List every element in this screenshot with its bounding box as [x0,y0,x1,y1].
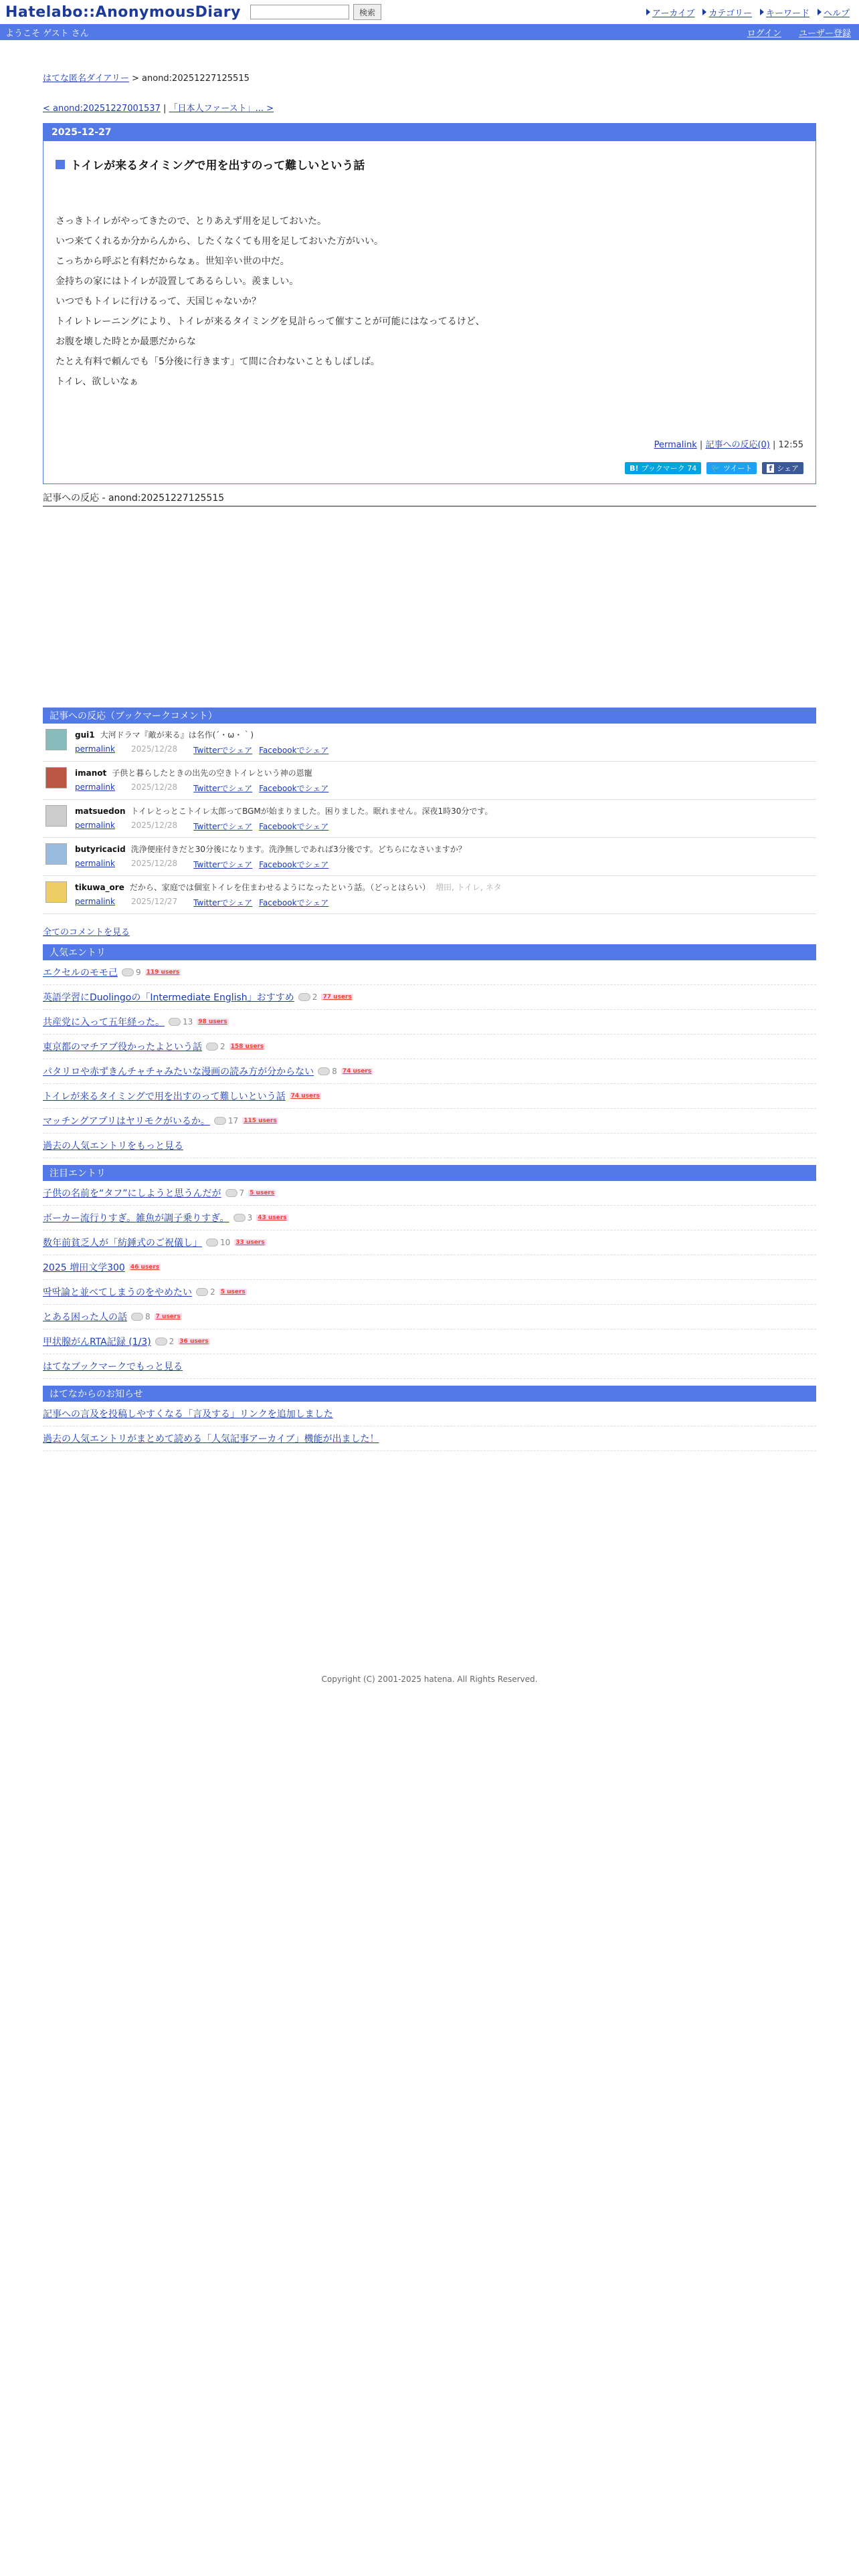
comment-actions [75,782,328,794]
bookmark-users-badge[interactable]: 98 users [198,1018,227,1025]
comment-permalink[interactable]: permalink [75,859,115,868]
comment-text-line [75,767,328,778]
comment-date: 2025/12/28 [131,782,178,792]
entry-title-link[interactable]: トイレが来るタイミングで用を出すのって難しいという話 [43,1091,286,1102]
comment-twitter-share[interactable]: Twitterでシェア [193,898,253,907]
facebook-icon: f [767,464,774,473]
login-link[interactable]: ログイン [747,28,781,39]
bookmark-users-badge[interactable]: 46 users [130,1264,160,1271]
comment-permalink[interactable]: permalink [75,744,115,754]
speech-bubble-icon [169,1018,181,1026]
comment-user[interactable]: butyricacid [75,845,126,854]
comment-twitter-share[interactable]: Twitterでシェア [193,822,253,831]
comment-row [43,724,816,762]
twitter-bird-icon: 🐦 [711,463,721,473]
breadcrumb-home[interactable]: はてな匿名ダイアリー [43,74,129,84]
nav-archive[interactable]: アーカイブ [646,6,695,19]
entry-title-link[interactable]: 東京都のマチアプ役かったよという話 [43,1042,202,1053]
footer-copyright: Copyright (C) 2001-2025 hatena. All Rights Reserved. [321,1675,538,1684]
all-comments-link-wrap [43,925,816,938]
hot-more-wrap [43,1354,816,1379]
article-line: さっきトイレがやってきたので、とりあえず用を足しておいた。 [56,216,327,227]
speech-bubble-icon [225,1189,237,1197]
comment-actions [75,859,472,870]
triangle-right-icon [760,9,764,15]
bookmark-users-badge[interactable]: 74 users [290,1093,320,1099]
speech-bubble-icon [155,1337,167,1346]
comment-user[interactable]: matsuedon [75,807,126,816]
comment-date: 2025/12/28 [131,744,178,754]
entry-title-link[interactable]: 英語学習にDuolingoの「Intermediate English」おすすめ [43,992,294,1003]
notice-item [43,1426,816,1451]
article-title-text: トイレが来るタイミングで用を出すのって難しいという話 [70,159,365,173]
entry-row [43,1329,816,1354]
hot-entry-list [43,1181,816,1354]
article [43,123,816,484]
comment-user[interactable]: tikuwa_ore [75,883,124,892]
comment-row [43,838,816,876]
comment-count: 2 [298,992,318,1002]
comment-text: だから、家庭では個室トイレを住まわせるようになったという話。（どっとはらい） [129,883,431,892]
speech-bubble-icon [196,1288,208,1296]
comment-row [43,876,816,914]
reaction-link[interactable]: 記事への反応(0) [705,440,770,450]
entry-title-link[interactable]: 子供の名前を“タフ”にしようと思うんだが [43,1188,221,1199]
comment-count: 7 [225,1188,245,1198]
bookmark-users-badge[interactable]: 7 users [155,1313,181,1320]
search-button[interactable]: 検索 [353,4,381,20]
article-line: 金持ちの家にはトイレが設置してあるらしい。羨ましい。 [56,276,299,287]
share-buttons [43,462,803,474]
entry-row [43,1230,816,1255]
entry-title-link[interactable]: パタリロや赤ずきんチャチャみたいな漫画の読み方が分からない [43,1067,314,1077]
comment-facebook-share[interactable]: Facebookでシェア [259,746,329,755]
entry-row [43,960,816,985]
comment-text-line [75,843,472,855]
avatar[interactable] [45,805,67,827]
entry-row [43,1010,816,1035]
notice-link[interactable]: 記事への言及を投稿しやすくなる「言及する」リンクを追加しました [43,1409,333,1420]
comment-facebook-share[interactable]: Facebookでシェア [259,822,329,831]
comment-facebook-share[interactable]: Facebookでシェア [259,898,329,907]
popular-section-title: 人気エントリ [43,944,816,960]
speech-bubble-icon [206,1239,218,1247]
site-logo[interactable]: Hatelabo::AnonymousDiary [5,3,241,21]
speech-bubble-icon [122,968,134,976]
register-link[interactable]: ユーザー登録 [798,28,851,39]
comment-actions [75,821,498,832]
triangle-right-icon [818,9,822,15]
comment-row [43,800,816,838]
comment-permalink[interactable]: permalink [75,897,115,906]
bookmark-users-badge[interactable]: 5 users [220,1289,246,1295]
comment-count: 2 [206,1042,225,1051]
hatena-bookmark-button[interactable]: B! ブックマーク 74 [625,462,701,474]
article-title [56,156,816,173]
bookmark-users-badge[interactable]: 158 users [230,1043,264,1050]
comment-count: 2 [155,1337,175,1346]
comment-text: トイレとっとこトイレ太郎ってBGMが始まりました。困りました。眠れません。深夜1時30分です。 [130,807,493,816]
comment-user[interactable]: gui1 [75,730,95,740]
comment-facebook-share[interactable]: Facebookでシェア [259,860,329,869]
comment-twitter-share[interactable]: Twitterでシェア [193,746,253,755]
reaction-title: 記事への反応 - anond:20251227125515 [43,491,816,507]
article-line: トイレ、欲しいなぁ [56,377,139,387]
entry-row [43,1084,816,1109]
hot-more-link[interactable]: はてなブックマークでもっと見る [43,1362,183,1372]
comment-list [43,724,816,914]
entry-title-link[interactable]: 共産党に入って五年経った。 [43,1017,165,1028]
entry-row [43,1059,816,1084]
entry-title-link[interactable]: ボーカー流行りすぎ。雑魚が調子乗りすぎ。 [43,1213,229,1224]
bookmark-users-badge[interactable]: 115 users [244,1117,277,1124]
prev-next-separator: | [163,104,167,114]
tweet-button[interactable]: 🐦 ツイート [706,462,757,474]
next-entry-link[interactable]: 「日本人ファースト」... > [169,104,274,114]
hatena-bookmark-icon: B! [630,463,639,473]
avatar[interactable] [45,881,67,903]
breadcrumb [43,71,816,84]
comment-count: 8 [131,1312,151,1321]
article-line: お腹を壊した時とか最悪だからな [56,336,196,347]
comment-actions [75,897,502,908]
comment-count: 17 [214,1116,238,1125]
ad-space [43,507,816,701]
comment-text-line [75,805,498,817]
comment-date: 2025/12/28 [131,821,178,830]
comment-count: 2 [196,1287,215,1297]
facebook-share-button[interactable]: f シェア [762,462,803,474]
popular-more-wrap [43,1134,816,1158]
breadcrumb-current: anond:20251227125515 [142,74,250,84]
article-line: たとえ有料で頼んでも「5分後に行きます」て間に合わないこともしばしば。 [56,356,380,367]
bookmark-users-badge[interactable]: 43 users [258,1214,287,1221]
nav-category[interactable]: カテゴリー [702,6,751,19]
avatar[interactable] [45,767,67,788]
comment-count: 10 [206,1238,230,1247]
comment-date: 2025/12/28 [131,859,178,868]
search-input[interactable] [250,5,349,19]
speech-bubble-icon [318,1067,330,1075]
comment-count: 8 [318,1067,337,1076]
triangle-right-icon [646,9,650,15]
entry-title-link[interactable]: マッチングアプリはヤリモクがいるか。 [43,1116,210,1127]
comments-section-title: 記事への反応（ブックマークコメント） [43,708,816,724]
article-time: 12:55 [778,440,803,450]
article-meta [43,437,803,450]
entry-title-link[interactable]: とある困った人の話 [43,1312,127,1323]
entry-title-link[interactable]: エクセルのモモ己 [43,968,118,978]
comment-twitter-share[interactable]: Twitterでシェア [193,860,253,869]
comment-permalink[interactable]: permalink [75,782,115,792]
article-body [56,211,816,392]
bookmark-users-badge[interactable]: 36 users [179,1338,209,1345]
article-line: こっちから呼ぶと有料だからなぁ。世知辛い世の中だ。 [56,256,290,267]
square-bullet-icon [56,160,65,169]
entry-row [43,1206,816,1230]
entry-title-link[interactable]: 딱딱論と並べてしまうのをやめたい [43,1287,193,1298]
notices-section-title: はてなからのお知らせ [43,1386,816,1402]
meta-separator: | [773,440,776,450]
bookmark-users-badge[interactable]: 77 users [322,994,352,1000]
comment-row [43,762,816,800]
main-content [43,71,816,1684]
avatar[interactable] [45,729,67,750]
triangle-right-icon [702,9,706,15]
speech-bubble-icon [214,1117,226,1125]
entry-title-link[interactable]: 2025 増田文学300 [43,1263,125,1273]
comment-permalink[interactable]: permalink [75,821,115,830]
entry-title-link[interactable]: 甲状腺がんRTA記録 (1/3) [43,1337,151,1348]
comment-date: 2025/12/27 [131,897,178,906]
comment-text: 洗浄便座付きだと30分後になります。洗浄無しであれば3分後です。どちらになさいますか？ [130,845,466,854]
bookmark-users-badge[interactable]: 5 users [250,1190,275,1196]
comment-text: 子供と暮らしたときの出先の空きトイレという神の恩寵 [112,768,312,778]
nav-keyword[interactable]: キーワード [760,6,809,19]
speech-bubble-icon [206,1043,218,1051]
hot-section-title: 注目エントリ [43,1165,816,1181]
speech-bubble-icon [298,993,310,1001]
entry-row [43,985,816,1010]
entry-row [43,1109,816,1134]
prev-next-nav [43,101,816,114]
bookmark-users-badge[interactable]: 74 users [342,1068,372,1075]
welcome-text: ようこそ ゲスト さん [5,28,89,39]
article-line: いつ来てくれるか分からんから、したくなくても用を足しておいた方がいい。 [56,236,383,247]
notice-item [43,1402,816,1426]
comment-text-line [75,881,502,893]
entry-row [43,1280,816,1305]
popular-more-link[interactable]: 過去の人気エントリをもっと見る [43,1141,183,1152]
article-date: 2025-12-27 [43,124,816,141]
permalink-link[interactable]: Permalink [654,440,697,450]
comment-count: 3 [233,1213,253,1222]
speech-bubble-icon [233,1214,246,1222]
all-comments-link[interactable]: 全てのコメントを見る [43,928,130,938]
comment-facebook-share[interactable]: Facebookでシェア [259,784,329,793]
entry-row [43,1035,816,1059]
article-line: いつでもトイレに行けるって、天国じゃないか？ [56,296,262,307]
breadcrumb-separator: > [131,74,139,84]
comment-user[interactable]: imanot [75,768,107,778]
comment-tags: 増田, トイレ, ネタ [436,883,502,892]
entry-title-link[interactable]: 数年前貧乏人が「紡錘式のご祝儀し」 [43,1238,202,1249]
comment-text-line [75,729,328,740]
prev-entry-link[interactable]: < anond:20251227001537 [43,104,161,114]
speech-bubble-icon [131,1313,143,1321]
comment-text: 大河ドラマ『敵が来る』は名作(´・ω・｀) [100,730,254,740]
entry-row [43,1255,816,1280]
welcome-bar [0,24,859,40]
comment-twitter-share[interactable]: Twitterでシェア [193,784,253,793]
notice-link[interactable]: 過去の人気エントリがまとめて読める「人気記事アーカイブ」機能が出ました！ [43,1434,379,1444]
nav-help[interactable]: ヘルプ [818,6,850,19]
bookmark-users-badge[interactable]: 119 users [146,969,180,976]
bookmark-users-badge[interactable]: 33 users [235,1239,265,1246]
entry-row [43,1305,816,1329]
entry-row [43,1181,816,1206]
article-line: トイレトレーニングにより、トイレが来るタイミングを見計らって催すことが可能にはなってるけど、 [56,316,485,327]
comment-count: 9 [122,968,141,977]
meta-separator: | [699,440,703,450]
popular-entry-list [43,960,816,1134]
comment-count: 13 [169,1017,193,1027]
top-header [0,0,859,24]
comment-actions [75,744,328,756]
avatar[interactable] [45,843,67,865]
top-nav [646,6,854,19]
